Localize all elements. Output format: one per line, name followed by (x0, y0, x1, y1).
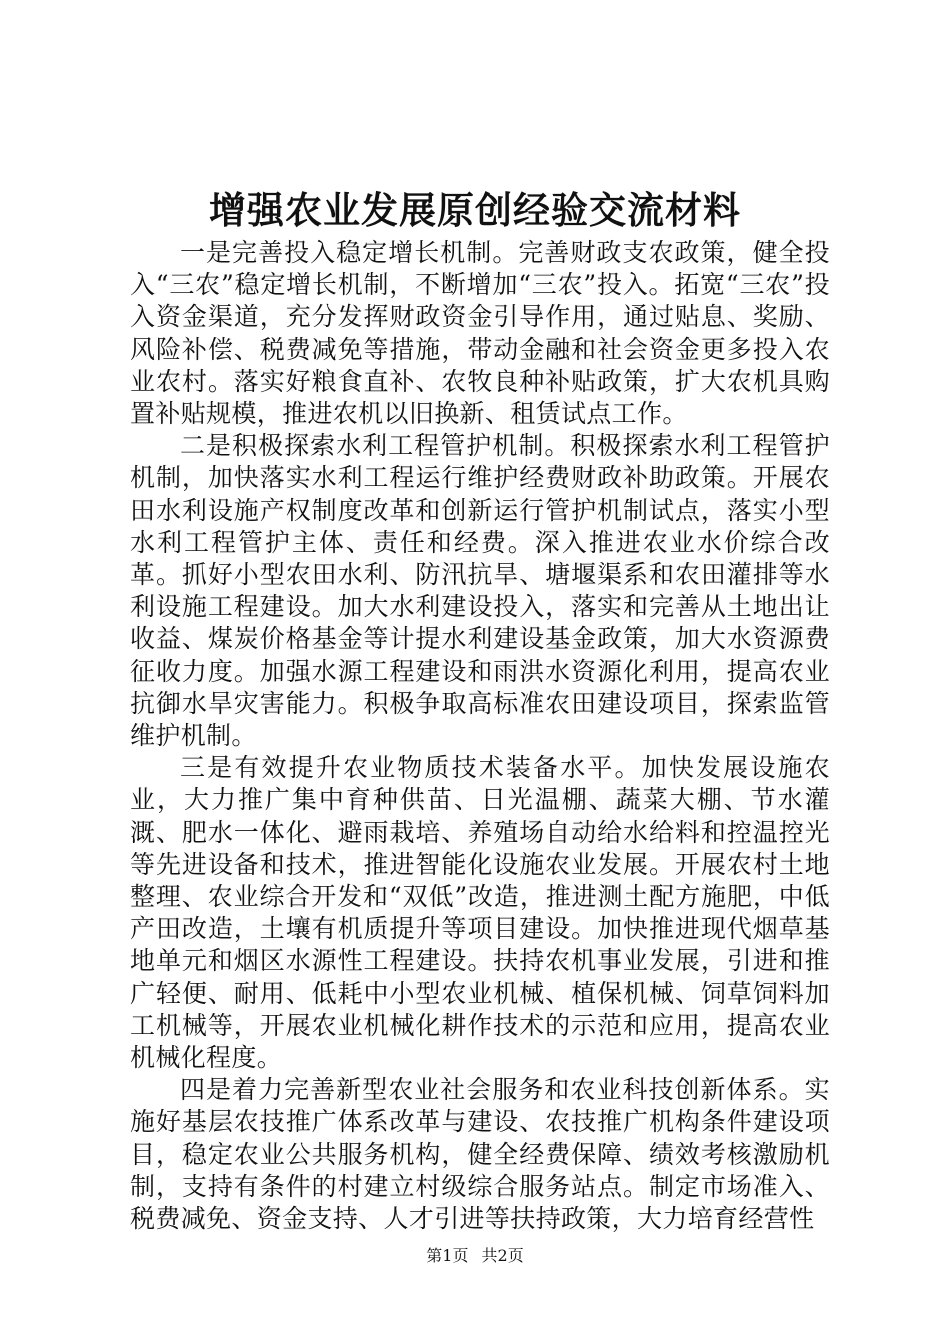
paragraph-3: 三是有效提升农业物质技术装备水平。加快发展设施农业，大力推广集中育种供苗、日光温棚、蔬菜大棚、节水灌溉、肥水一体化、避雨栽培、养殖场自动给水给料和控温控光等先进设备和技术，推进智能化设施农业发展。开展农村土地整理、农业综合开发和“双低”改造，推进测土配方施肥，中低产田改造，土壤有机质提升等项目建设。加快推进现代烟草基地单元和烟区水源性工程建设。扶持农机事业发展，引进和推广轻便、耐用、低耗中小型农业机械、植保机械、饲草饲料加工机械等，开展农业机械化耕作技术的示范和应用，提高农业机械化程度。 (130, 753, 830, 1073)
page-total: 共2页 (481, 1246, 524, 1265)
paragraph-4: 四是着力完善新型农业社会服务和农业科技创新体系。实施好基层农技推广体系改革与建设、农技推广机构条件建设项目，稳定农业公共服务机构，健全经费保障、绩效考核激励机制，支持有条件的村建立村级综合服务站点。制定市场准入、税费减免、资金支持、人才引进等扶持政策，大力培育经营性 (130, 1075, 830, 1234)
paragraph-2: 二是积极探索水利工程管护机制。积极探索水利工程管护机制，加快落实水利工程运行维护经费财政补助政策。开展农田水利设施产权制度改革和创新运行管护机制试点，落实小型水利工程管护主体、责任和经费。深入推进农业水价综合改革。抓好小型农田水利、防汛抗旱、塘堰渠系和农田灌排等水利设施工程建设。加大水利建设投入，落实和完善从土地出让收益、煤炭价格基金等计提水利建设基金政策，加大水资源费征收力度。加强水源工程建设和雨洪水资源化利用，提高农业抗御水旱灾害能力。积极争取高标准农田建设项目，探索监管维护机制。 (130, 431, 830, 751)
paragraph-1: 一是完善投入稳定增长机制。完善财政支农政策，健全投入“三农”稳定增长机制，不断增加“三农”投入。拓宽“三农”投入资金渠道，充分发挥财政资金引导作用，通过贴息、奖励、风险补偿、税费减免等措施，带动金融和社会资金更多投入农业农村。落实好粮食直补、农牧良种补贴政策，扩大农机具购置补贴规模，推进农机以旧换新、租赁试点工作。 (130, 238, 830, 429)
page-footer (0, 1245, 950, 1267)
document-body (130, 237, 830, 1235)
document-title: 增强农业发展原创经验交流材料 (209, 188, 741, 232)
page-number: 第1页 (426, 1246, 469, 1265)
